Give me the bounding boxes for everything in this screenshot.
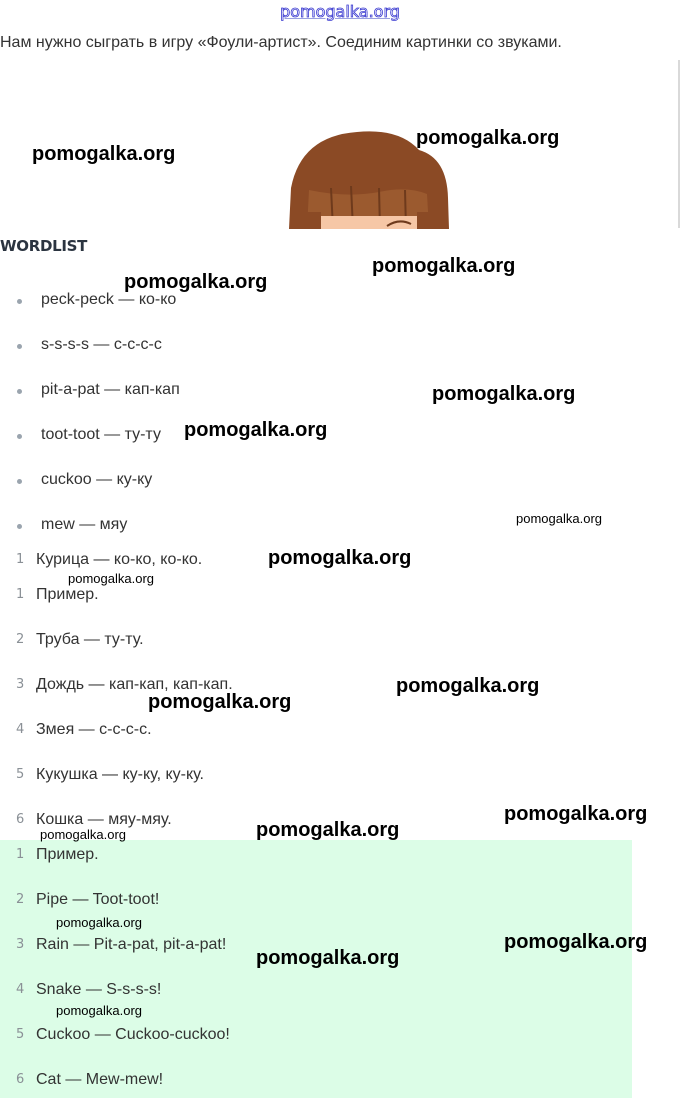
item-number: 2 <box>16 632 25 647</box>
item-text: Кошка — мяу-мяу. <box>36 811 172 828</box>
item-number: 6 <box>16 1072 25 1087</box>
site-header-link[interactable]: pomogalka.org <box>280 2 400 21</box>
item-number: 4 <box>16 722 25 737</box>
item-number: 1 <box>16 847 25 862</box>
watermark: pomogalka.org <box>68 571 154 586</box>
intro-text: Нам нужно сыграть в игру «Фоули-артист». Соединим картинки со звуками. <box>0 34 562 51</box>
bullet-icon <box>17 479 22 484</box>
watermark: pomogalka.org <box>416 127 560 149</box>
watermark: pomogalka.org <box>516 511 602 526</box>
watermark: pomogalka.org <box>56 1003 142 1018</box>
list-item-text: peck-peck — ко-ко <box>41 291 177 308</box>
bullet-icon <box>17 389 22 394</box>
item-number: 3 <box>16 937 25 952</box>
watermark: pomogalka.org <box>504 931 648 953</box>
item-number: 4 <box>16 982 25 997</box>
item-text: Труба — ту-ту. <box>36 631 144 648</box>
bullet-icon <box>17 524 22 529</box>
item-number: 2 <box>16 892 25 907</box>
watermark: pomogalka.org <box>124 271 268 293</box>
list-item-text: toot-toot — ту-ту <box>41 426 161 443</box>
item-text: Змея — с-с-с-с. <box>36 721 152 738</box>
list-item-text: cuckoo — ку-ку <box>41 471 153 488</box>
list-item-text: mew — мяу <box>41 516 128 533</box>
watermark: pomogalka.org <box>256 947 400 969</box>
watermark: pomogalka.org <box>432 383 576 405</box>
watermark: pomogalka.org <box>148 691 292 713</box>
item-number: 5 <box>16 1027 25 1042</box>
bullet-icon <box>17 299 22 304</box>
item-text: Пример. <box>36 586 99 603</box>
item-number: 1 <box>16 552 25 567</box>
watermark: pomogalka.org <box>184 419 328 441</box>
item-text: Пример. <box>36 846 99 863</box>
item-number: 5 <box>16 767 25 782</box>
bullet-icon <box>17 344 22 349</box>
item-text: Cuckoo — Cuckoo-cuckoo! <box>36 1026 230 1043</box>
watermark: pomogalka.org <box>372 255 516 277</box>
watermark: pomogalka.org <box>32 143 176 165</box>
watermark: pomogalka.org <box>40 827 126 842</box>
item-text: Дождь — кап-кап, кап-кап. <box>36 676 233 693</box>
list-item-text: pit-a-pat — кап-кап <box>41 381 180 398</box>
item-text: Cat — Mew-mew! <box>36 1071 164 1088</box>
item-number: 3 <box>16 677 25 692</box>
watermark: pomogalka.org <box>256 819 400 841</box>
watermark: pomogalka.org <box>56 915 142 930</box>
bullet-icon <box>17 434 22 439</box>
item-number: 6 <box>16 812 25 827</box>
item-text: Кукушка — ку-ку, ку-ку. <box>36 766 204 783</box>
list-item-text: s-s-s-s — с-с-с-с <box>41 336 162 353</box>
watermark: pomogalka.org <box>504 803 648 825</box>
item-text: Snake — S-s-s-s! <box>36 981 162 998</box>
wordlist-title: WORDLIST <box>0 237 88 255</box>
item-text: Курица — ко-ко, ко-ко. <box>36 551 203 568</box>
item-text: Rain — Pit-a-pat, pit-a-pat! <box>36 936 227 953</box>
item-text: Pipe — Toot-toot! <box>36 891 160 908</box>
watermark: pomogalka.org <box>268 547 412 569</box>
watermark: pomogalka.org <box>396 675 540 697</box>
item-number: 1 <box>16 587 25 602</box>
